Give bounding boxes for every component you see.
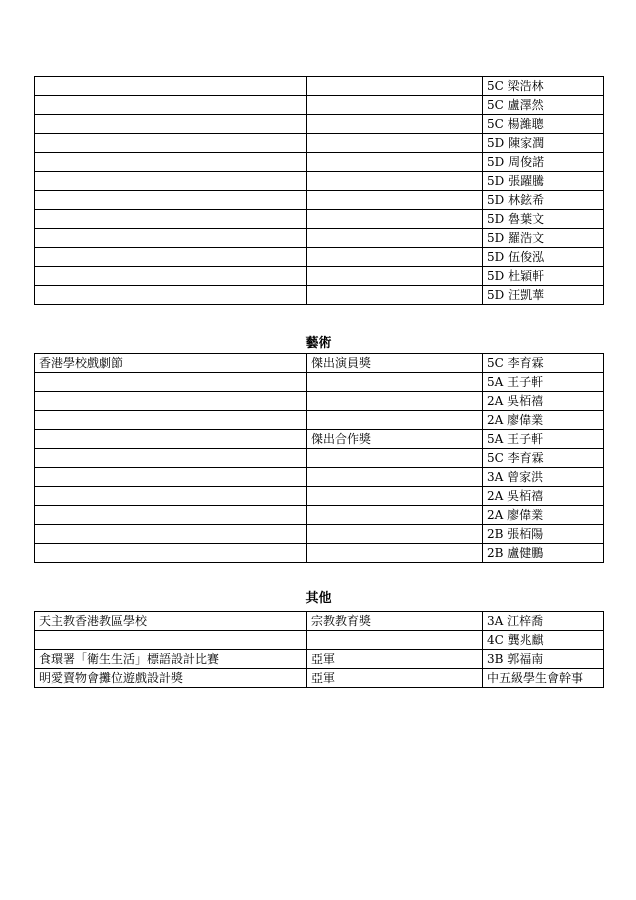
award-cell <box>307 248 483 267</box>
competition-cell <box>35 506 307 525</box>
award-cell <box>307 373 483 392</box>
student-cell: 3A 曾家洪 <box>483 468 604 487</box>
table-row <box>35 468 604 487</box>
student-cell: 2B 盧健鵬 <box>483 544 604 563</box>
award-cell: 傑出演員獎 <box>307 354 483 373</box>
table-row <box>35 612 604 631</box>
award-cell <box>307 392 483 411</box>
student-cell: 5D 伍俊泓 <box>483 248 604 267</box>
award-cell <box>307 153 483 172</box>
award-cell <box>307 411 483 430</box>
table-row <box>35 354 604 373</box>
table-row <box>35 115 604 134</box>
award-cell: 亞軍 <box>307 669 483 688</box>
award-cell <box>307 286 483 305</box>
student-cell: 5D 陳家潤 <box>483 134 604 153</box>
competition-cell <box>35 430 307 449</box>
student-cell: 5C 李育霖 <box>483 449 604 468</box>
student-cell: 3B 郭福南 <box>483 650 604 669</box>
section-heading-arts: 藝術 <box>305 336 332 351</box>
competition-cell <box>35 468 307 487</box>
student-cell: 2A 廖偉業 <box>483 411 604 430</box>
competition-cell <box>35 115 307 134</box>
competition-cell <box>35 411 307 430</box>
table-row <box>35 373 604 392</box>
award-cell <box>307 267 483 286</box>
table-row <box>35 487 604 506</box>
award-cell <box>307 229 483 248</box>
student-cell: 2A 吳栢禧 <box>483 487 604 506</box>
student-cell: 5D 周俊諾 <box>483 153 604 172</box>
student-cell: 中五級學生會幹事 <box>483 669 604 688</box>
award-cell <box>307 77 483 96</box>
competition-cell <box>35 134 307 153</box>
table-row <box>35 449 604 468</box>
award-cell <box>307 506 483 525</box>
student-cell: 5C 楊濰聰 <box>483 115 604 134</box>
award-cell <box>307 191 483 210</box>
award-cell <box>307 544 483 563</box>
competition-cell <box>35 77 307 96</box>
student-cell: 5D 汪凱華 <box>483 286 604 305</box>
competition-cell <box>35 267 307 286</box>
competition-cell <box>35 544 307 563</box>
table-row <box>35 544 604 563</box>
competition-cell <box>35 392 307 411</box>
student-cell: 5C 李育霖 <box>483 354 604 373</box>
table-row <box>35 631 604 650</box>
table-row <box>35 411 604 430</box>
competition-cell: 明愛賣物會攤位遊戲設計獎 <box>35 669 307 688</box>
award-cell: 亞軍 <box>307 650 483 669</box>
table-row <box>35 191 604 210</box>
award-cell <box>307 449 483 468</box>
competition-cell <box>35 229 307 248</box>
competition-cell <box>35 153 307 172</box>
table-row <box>35 650 604 669</box>
award-cell <box>307 172 483 191</box>
student-cell: 5C 盧澤然 <box>483 96 604 115</box>
competition-cell <box>35 525 307 544</box>
table-row <box>35 506 604 525</box>
award-cell <box>307 115 483 134</box>
competition-cell <box>35 210 307 229</box>
section-heading-others: 其他 <box>305 591 332 606</box>
competition-cell: 香港學校戲劇節 <box>35 354 307 373</box>
table-row <box>35 286 604 305</box>
student-cell: 2A 廖偉業 <box>483 506 604 525</box>
student-cell: 2B 張栢陽 <box>483 525 604 544</box>
award-cell <box>307 468 483 487</box>
competition-cell <box>35 172 307 191</box>
student-cell: 5D 杜穎軒 <box>483 267 604 286</box>
award-cell: 傑出合作獎 <box>307 430 483 449</box>
competition-cell <box>35 248 307 267</box>
student-cell: 5C 梁浩林 <box>483 77 604 96</box>
student-cell: 5A 王子軒 <box>483 373 604 392</box>
table-row <box>35 525 604 544</box>
competition-cell <box>35 286 307 305</box>
table-row <box>35 134 604 153</box>
table-row <box>35 669 604 688</box>
student-cell: 5D 羅浩文 <box>483 229 604 248</box>
award-cell: 宗教教育獎 <box>307 612 483 631</box>
student-cell: 5A 王子軒 <box>483 430 604 449</box>
table-row <box>35 267 604 286</box>
others-awards-table <box>34 611 604 688</box>
student-cell: 5D 張躍騰 <box>483 172 604 191</box>
competition-cell <box>35 449 307 468</box>
competition-cell: 食環署「衛生生活」標語設計比賽 <box>35 650 307 669</box>
awards-table-continued <box>34 76 604 305</box>
table-body <box>35 354 604 563</box>
table-body <box>35 612 604 688</box>
award-cell <box>307 210 483 229</box>
competition-cell <box>35 487 307 506</box>
table-row <box>35 96 604 115</box>
table-row <box>35 248 604 267</box>
award-cell <box>307 134 483 153</box>
table-row <box>35 77 604 96</box>
table-body <box>35 77 604 305</box>
table-row <box>35 392 604 411</box>
table-row <box>35 229 604 248</box>
table-row <box>35 210 604 229</box>
student-cell: 4C 龔兆麒 <box>483 631 604 650</box>
table-row <box>35 153 604 172</box>
student-cell: 5D 林鉉希 <box>483 191 604 210</box>
student-cell: 2A 吳栢禧 <box>483 392 604 411</box>
student-cell: 5D 魯葉文 <box>483 210 604 229</box>
table-row <box>35 430 604 449</box>
table-row <box>35 172 604 191</box>
arts-awards-table <box>34 353 604 563</box>
competition-cell: 天主教香港教區學校 <box>35 612 307 631</box>
competition-cell <box>35 191 307 210</box>
award-cell <box>307 631 483 650</box>
award-cell <box>307 525 483 544</box>
award-cell <box>307 487 483 506</box>
student-cell: 3A 江梓喬 <box>483 612 604 631</box>
award-cell <box>307 96 483 115</box>
competition-cell <box>35 631 307 650</box>
competition-cell <box>35 96 307 115</box>
competition-cell <box>35 373 307 392</box>
